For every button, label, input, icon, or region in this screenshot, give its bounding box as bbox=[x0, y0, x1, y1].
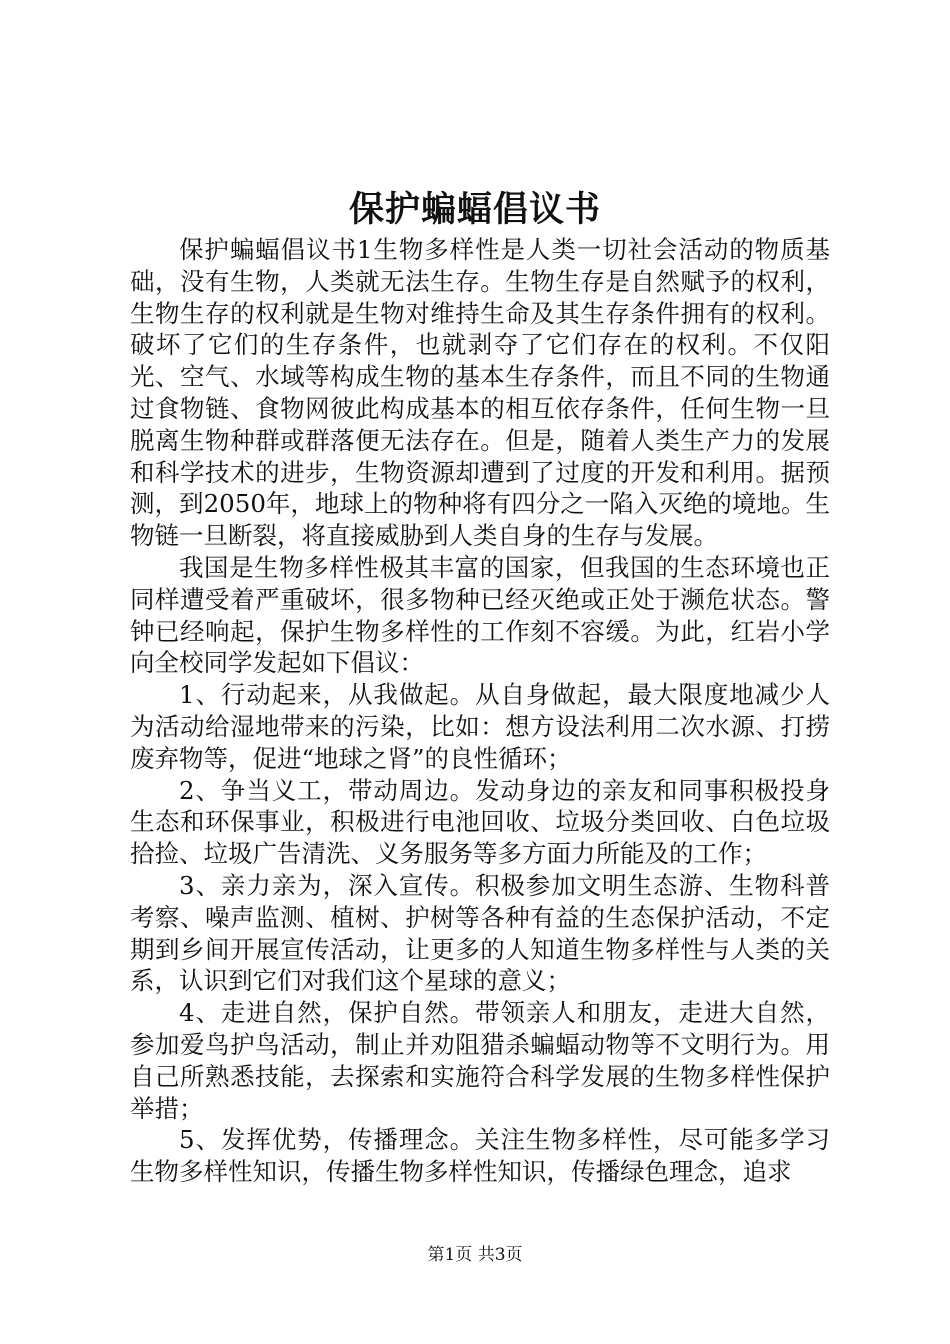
paragraph-item-2: 2、争当义工，带动周边。发动身边的亲友和同事积极投身生态和环保事业，积极进行电池回收、垃圾分类回收、白色垃圾拾捡、垃圾广告清洗、义务服务等多方面力所能及的工作； bbox=[130, 775, 830, 869]
paragraph-intro: 保护蝙蝠倡议书1生物多样性是人类一切社会活动的物质基础，没有生物，人类就无法生存。生物生存是自然赋予的权利，生物生存的权利就是生物对维持生命及其生存条件拥有的权利。破坏了它们的生存条件，也就剥夺了它们存在的权利。不仅阳光、空气、水域等构成生物的基本生存条件，而且不同的生物通过食物链、食物网彼此构成基本的相互依存条件，任何生物一旦脱离生物种群或群落便无法存在。但是，随着人类生产力的发展和科学技术的进步，生物资源却遭到了过度的开发和利用。据预测，到2050年，地球上的物种将有四分之一陷入灭绝的境地。生物链一旦断裂，将直接威胁到人类自身的生存与发展。 bbox=[130, 235, 830, 551]
paragraph-appeal: 我国是生物多样性极其丰富的国家，但我国的生态环境也正同样遭受着严重破坏，很多物种已经灭绝或正处于濒危状态。警钟已经响起，保护生物多样性的工作刻不容缓。为此，红岩小学向全校同学发起如下倡议： bbox=[130, 552, 830, 678]
paragraph-item-1: 1、行动起来，从我做起。从自身做起，最大限度地减少人为活动给湿地带来的污染，比如：想方设法利用二次水源、打捞废弃物等，促进“地球之肾”的良性循环； bbox=[130, 680, 830, 773]
paragraph-item-4: 4、走进自然，保护自然。带领亲人和朋友，走进大自然，参加爱鸟护鸟活动，制止并劝阻猎杀蝙蝠动物等不文明行为。用自己所熟悉技能，去探索和实施符合科学发展的生物多样性保护举措； bbox=[130, 998, 830, 1123]
paragraph-item-5: 5、发挥优势，传播理念。关注生物多样性，尽可能多学习生物多样性知识，传播生物多样性知识，传播绿色理念，追求 bbox=[130, 1125, 830, 1187]
document-body bbox=[130, 234, 830, 1188]
paragraph-item-3: 3、亲力亲为，深入宣传。积极参加文明生态游、生物科普考察、噪声监测、植树、护树等各种有益的生态保护活动，不定期到乡间开展宣传活动，让更多的人知道生物多样性与人类的关系，认识到它们对我们这个星球的意义； bbox=[130, 870, 830, 996]
document-title: 保护蝙蝠倡议书 bbox=[348, 189, 601, 230]
page-number-footer: 第1页 共3页 bbox=[427, 1245, 523, 1265]
